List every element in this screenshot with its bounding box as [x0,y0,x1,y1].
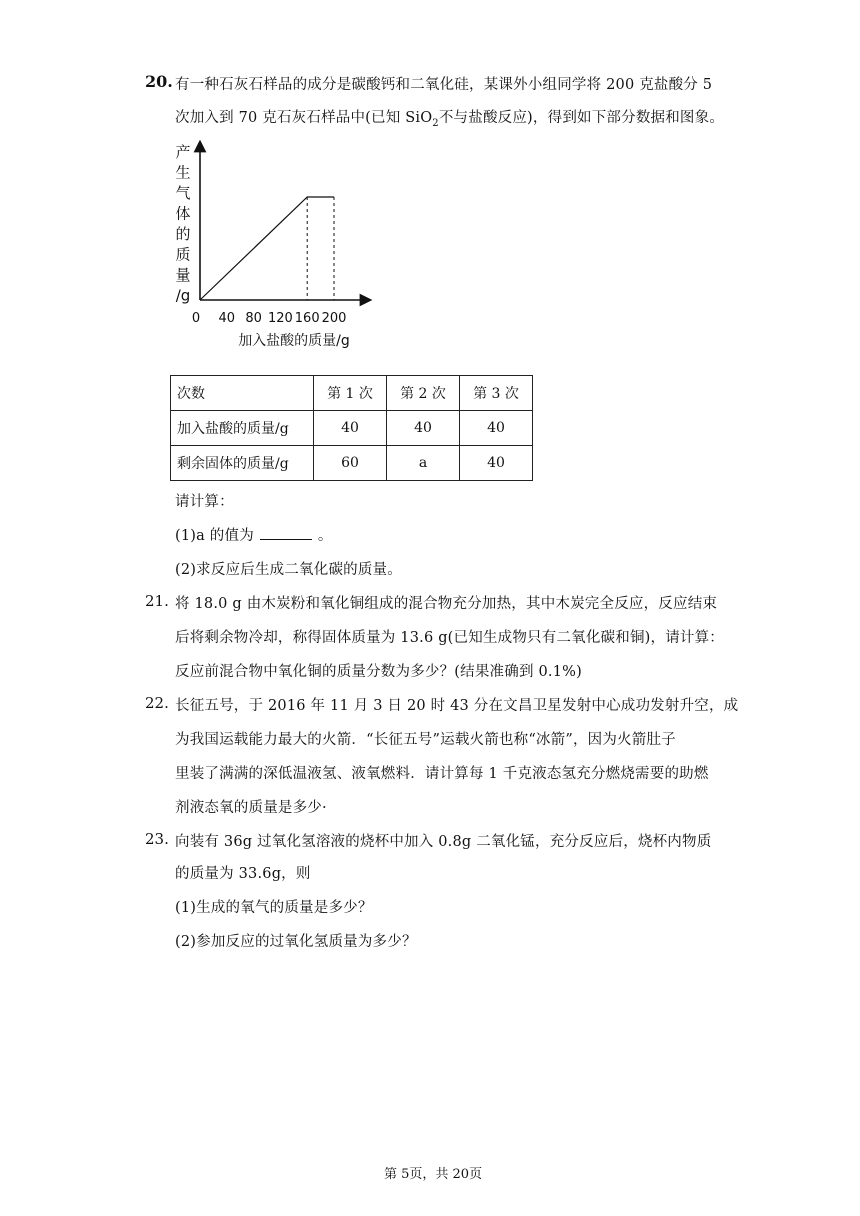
x-tick-label: 40 [218,311,236,326]
q21-line-3: 反应前混合物中氧化铜的质量分数为多少？(结果准确到 0.1%) [175,664,582,680]
q20-sub-2: (2)求反应后生成二氧化碳的质量。 [175,562,402,578]
y-axis-label-char: 量 [175,266,191,284]
table-cell: 加入盐酸的质量/g [171,411,314,446]
q20-line-2-pre: 次加入到 70 克石灰石样品中(已知 SiO [175,110,433,126]
y-axis-label-char: 生 [175,163,191,182]
question-number-20: 20. [145,72,173,91]
origin-label: 0 [191,311,201,326]
q23-line-1: 向装有 36g 过氧化氢溶液的烧杯中加入 0.8g 二氧化锰，充分反应后，烧杯内物质 [175,834,712,850]
table-header-row [171,376,533,411]
y-axis-label-char: /g [175,286,191,305]
table-cell: 剩余固体的质量/g [171,446,314,481]
x-tick-label: 200 [321,311,347,326]
y-axis-label-char: 产 [175,143,191,161]
q22-line-1: 长征五号，于 2016 年 11 月 3 日 20 时 43 分在文昌卫星发射中心成功发射升空，成 [175,698,739,714]
table-row [171,411,533,446]
subscript-2: 2 [432,117,439,129]
table-row [171,446,533,481]
q21-line-1: 将 18.0 g 由木炭粉和氧化铜组成的混合物充分加热，其中木炭完全反应，反应结束 [175,596,718,612]
q20-line-2 [175,106,724,129]
x-tick-label: 120 [267,311,293,326]
table-cell: 40 [387,411,460,446]
table-header-cell: 第 2 次 [387,376,460,411]
x-tick-labels [219,311,347,326]
y-axis-label [175,143,190,305]
y-axis-label-char: 体 [175,204,191,223]
table-cell: a [387,446,460,481]
data-table [170,375,533,481]
y-axis-label-char: 质 [175,245,191,264]
q20-sub-1-post: 。 [317,528,333,544]
q20-sub-1 [175,524,333,545]
gas-mass-chart [168,140,388,355]
q23-sub-1: (1)生成的氧气的质量是多少？ [175,900,373,916]
q23-sub-2: (2)参加反应的过氧化氢质量为多少？ [175,934,417,950]
y-axis-label-char: 气 [175,184,191,202]
table-cell: 60 [314,446,387,481]
q21-line-2: 后将剩余物冷却，称得固体质量为 13.6 g(已知生成物只有二氧化碳和铜)，请计算： [175,630,724,646]
table-cell: 40 [460,411,533,446]
y-axis-label-char: 的 [175,225,191,243]
q20-sub-1-pre: (1)a 的值为 [175,528,254,544]
q22-line-2: 为我国运载能力最大的火箭．“长征五号”运载火箭也称“冰箭”，因为火箭肚子 [175,732,676,748]
q20-line-2-post: 不与盐酸反应)，得到如下部分数据和图象。 [438,110,725,126]
question-number-22: 22. [145,694,169,712]
q22-line-3: 里装了满满的深低温液氢、液氧燃料．请计算每 1 千克液态氢充分燃烧需要的助燃 [175,766,709,782]
question-number-21: 21. [145,592,169,610]
table-header-cell: 次数 [171,376,314,411]
x-axis-label: 加入盐酸的质量/g [238,333,350,349]
page-footer: 第 5页，共 20页 [384,1167,483,1182]
table-header-cell: 第 1 次 [314,376,387,411]
table-cell: 40 [314,411,387,446]
question-number-23: 23. [145,830,169,848]
x-tick-label: 80 [245,311,262,326]
q20-prompt: 请计算： [175,494,234,510]
answer-blank [260,527,312,540]
table-header-cell: 第 3 次 [460,376,533,411]
table-cell: 40 [460,446,533,481]
q20-line-1: 有一种石灰石样品的成分是碳酸钙和二氧化硅，某课外小组同学将 200 克盐酸分 5 [175,77,713,93]
q22-line-4: 剂液态氧的质量是多少· [175,800,327,816]
q23-line-2: 的质量为 33.6g，则 [175,866,311,882]
x-tick-label: 160 [294,311,320,326]
series-line [200,197,334,300]
